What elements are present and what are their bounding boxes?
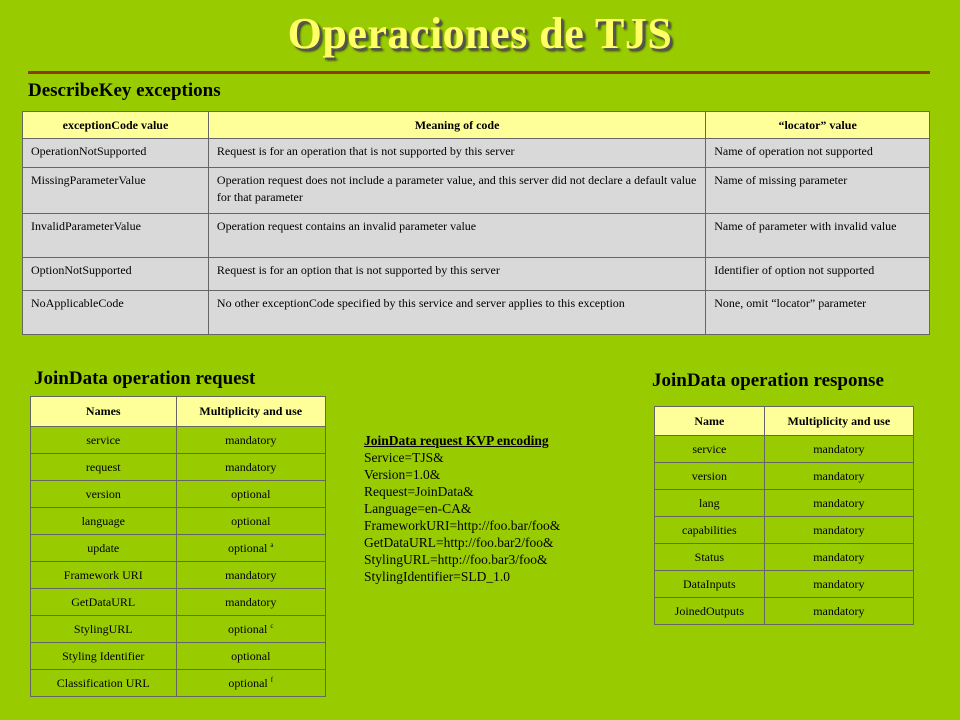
table-row xyxy=(31,643,326,670)
column-header-name: Name xyxy=(655,407,765,436)
kvp-line: Request=JoinData& xyxy=(364,484,474,499)
kvp-line: StylingURL=http://foo.bar3/foo& xyxy=(364,552,548,567)
table-row xyxy=(655,490,914,517)
multiplicity-cell xyxy=(176,481,325,508)
table-row xyxy=(655,436,914,463)
multiplicity-cell xyxy=(176,508,325,535)
parameter-name-cell: capabilities xyxy=(655,517,765,544)
table-row xyxy=(655,544,914,571)
parameter-name-cell: StylingURL xyxy=(31,616,177,643)
multiplicity-text: optional xyxy=(228,540,268,555)
kvp-line: Version=1.0& xyxy=(364,467,441,482)
parameter-name-cell: GetDataURL xyxy=(31,589,177,616)
multiplicity-text: mandatory xyxy=(225,594,277,609)
locator-cell: Name of missing parameter xyxy=(706,168,930,214)
table-row xyxy=(655,598,914,625)
multiplicity-cell: mandatory xyxy=(764,598,913,625)
multiplicity-cell: mandatory xyxy=(764,571,913,598)
locator-cell: Name of operation not supported xyxy=(706,139,930,168)
multiplicity-text: optional xyxy=(228,675,268,690)
table-row xyxy=(31,508,326,535)
table-row xyxy=(23,291,930,335)
table-row xyxy=(31,616,326,643)
table-row xyxy=(23,139,930,168)
exception-code-cell: OperationNotSupported xyxy=(23,139,209,168)
meaning-cell: Request is for an operation that is not supported by this server xyxy=(208,139,705,168)
table-row xyxy=(31,670,326,697)
kvp-line: Service=TJS& xyxy=(364,450,444,465)
joindata-response-heading: JoinData operation response xyxy=(652,370,884,391)
table-row xyxy=(655,571,914,598)
column-header-names: Names xyxy=(31,397,177,427)
column-header-locator: “locator” value xyxy=(706,112,930,139)
table-row xyxy=(23,258,930,291)
locator-cell: Identifier of option not supported xyxy=(706,258,930,291)
multiplicity-cell: mandatory xyxy=(764,517,913,544)
parameter-name-cell: Classification URL xyxy=(31,670,177,697)
kvp-line: FrameworkURI=http://foo.bar/foo& xyxy=(364,518,561,533)
meaning-cell: No other exceptionCode specified by this service and server applies to this exception xyxy=(208,291,705,335)
table-row xyxy=(23,168,930,214)
multiplicity-cell xyxy=(176,670,325,697)
multiplicity-cell: mandatory xyxy=(764,463,913,490)
page-title: Operaciones de TJS xyxy=(287,9,673,58)
multiplicity-cell xyxy=(176,643,325,670)
multiplicity-text: mandatory xyxy=(225,432,277,447)
multiplicity-cell xyxy=(176,562,325,589)
multiplicity-cell xyxy=(176,535,325,562)
column-header-multiplicity: Multiplicity and use xyxy=(176,397,325,427)
multiplicity-cell xyxy=(176,589,325,616)
multiplicity-text: mandatory xyxy=(225,567,277,582)
parameter-name-cell: lang xyxy=(655,490,765,517)
table-row xyxy=(31,454,326,481)
parameter-name-cell: Framework URI xyxy=(31,562,177,589)
exception-code-cell: OptionNotSupported xyxy=(23,258,209,291)
parameter-name-cell: Status xyxy=(655,544,765,571)
table-row xyxy=(31,481,326,508)
parameter-name-cell: update xyxy=(31,535,177,562)
kvp-line: StylingIdentifier=SLD_1.0 xyxy=(364,569,510,584)
table-row xyxy=(31,427,326,454)
kvp-encoding-block xyxy=(364,432,560,585)
joindata-response-table xyxy=(654,406,914,625)
multiplicity-text: mandatory xyxy=(225,459,277,474)
parameter-name-cell: DataInputs xyxy=(655,571,765,598)
parameter-name-cell: request xyxy=(31,454,177,481)
parameter-name-cell: service xyxy=(655,436,765,463)
parameter-name-cell: version xyxy=(31,481,177,508)
table-row xyxy=(655,463,914,490)
multiplicity-text: optional xyxy=(231,513,271,528)
parameter-name-cell: version xyxy=(655,463,765,490)
meaning-cell: Request is for an option that is not supported by this server xyxy=(208,258,705,291)
table-row xyxy=(31,589,326,616)
title-divider xyxy=(28,71,930,74)
kvp-line: Language=en-CA& xyxy=(364,501,472,516)
describekey-heading: DescribeKey exceptions xyxy=(28,80,221,101)
multiplicity-text: optional xyxy=(231,648,271,663)
column-header-multiplicity: Multiplicity and use xyxy=(764,407,913,436)
table-row xyxy=(31,562,326,589)
exception-code-cell: NoApplicableCode xyxy=(23,291,209,335)
describekey-exceptions-table xyxy=(22,111,930,335)
multiplicity-text: optional xyxy=(231,486,271,501)
multiplicity-cell xyxy=(176,454,325,481)
table-row xyxy=(31,535,326,562)
footnote-marker: a xyxy=(270,540,274,549)
joindata-request-table xyxy=(30,396,326,697)
footnote-marker: f xyxy=(270,675,274,684)
column-header-exceptioncode: exceptionCode value xyxy=(23,112,209,139)
locator-cell: None, omit “locator” parameter xyxy=(706,291,930,335)
joindata-request-heading: JoinData operation request xyxy=(34,368,256,389)
multiplicity-cell xyxy=(176,616,325,643)
column-header-meaning: Meaning of code xyxy=(208,112,705,139)
locator-cell: Name of parameter with invalid value xyxy=(706,214,930,258)
exception-code-cell: InvalidParameterValue xyxy=(23,214,209,258)
parameter-name-cell: service xyxy=(31,427,177,454)
multiplicity-cell: mandatory xyxy=(764,436,913,463)
meaning-cell: Operation request does not include a parameter value, and this server did not declare a default value for that parameter xyxy=(208,168,705,214)
footnote-marker: c xyxy=(270,621,274,630)
table-row xyxy=(23,214,930,258)
multiplicity-cell: mandatory xyxy=(764,544,913,571)
kvp-encoding-title: JoinData request KVP encoding xyxy=(364,433,549,448)
kvp-line: GetDataURL=http://foo.bar2/foo& xyxy=(364,535,554,550)
multiplicity-cell: mandatory xyxy=(764,490,913,517)
multiplicity-cell xyxy=(176,427,325,454)
meaning-cell: Operation request contains an invalid parameter value xyxy=(208,214,705,258)
parameter-name-cell: language xyxy=(31,508,177,535)
exception-code-cell: MissingParameterValue xyxy=(23,168,209,214)
multiplicity-text: optional xyxy=(228,621,268,636)
parameter-name-cell: JoinedOutputs xyxy=(655,598,765,625)
parameter-name-cell: Styling Identifier xyxy=(31,643,177,670)
table-row xyxy=(655,517,914,544)
